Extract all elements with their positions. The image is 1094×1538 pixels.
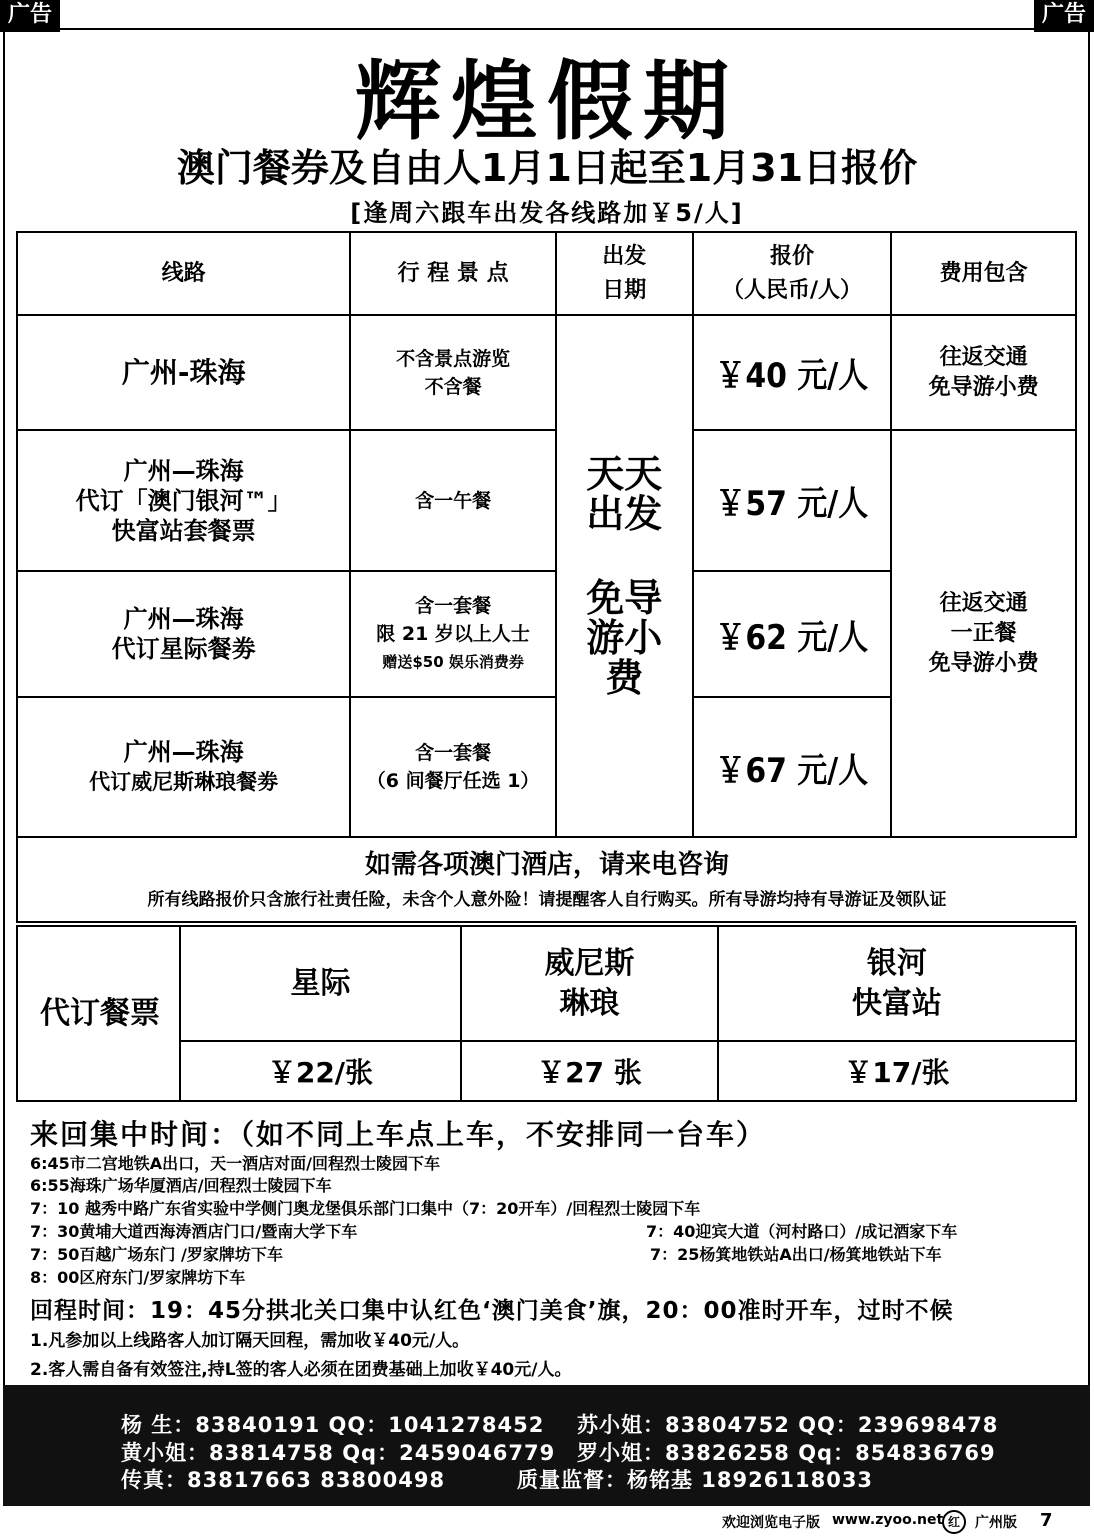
schedule-item: 6:55海珠广场华厦酒店/回程烈士陵园下车 xyxy=(30,1176,332,1195)
spots-line: 含一套餐 xyxy=(415,742,492,764)
date-line: 费 xyxy=(605,656,644,700)
header-price-line2: （人民币/人） xyxy=(721,277,863,303)
spots-line: 不含餐 xyxy=(424,375,482,398)
header-price-line1: 报价 xyxy=(770,243,815,269)
includes-line: 免导游小费 xyxy=(928,650,1039,676)
date-merged-cell xyxy=(556,315,693,837)
footer-welcome: 欢迎浏览电子版 xyxy=(722,1515,820,1531)
route-line: 代订威尼斯琳琅餐劵 xyxy=(89,770,279,794)
meal-price: ￥22/张 xyxy=(267,1056,374,1089)
meal-price-cell xyxy=(718,1041,1076,1101)
route-cell xyxy=(17,315,350,430)
includes-line: 往返交通 xyxy=(939,344,1028,370)
schedule-item: 6:45市二宫地铁A出口，天一酒店对面/回程烈士陵园下车 xyxy=(30,1154,441,1173)
table-notes-row xyxy=(17,837,1076,922)
price-cell xyxy=(693,571,892,697)
route-line: 广州—珠海 xyxy=(123,456,244,485)
meal-name-cell xyxy=(718,926,1076,1041)
footer-url[interactable]: www.zyoo.net xyxy=(832,1512,944,1528)
header-date-line1: 出发 xyxy=(602,243,647,269)
includes-cell xyxy=(891,430,1076,837)
header-route: 线路 xyxy=(17,232,350,315)
meal-name: 星际 xyxy=(290,965,351,1001)
table-row xyxy=(17,430,1076,571)
schedule-title: 来回集中时间：（如不同上车点上车，不安排同一台车） xyxy=(30,1118,767,1151)
insurance-note: 所有线路报价只含旅行社责任险，未含个人意外险！请提醒客人自行购买。所有导游均持有导游证及领队证 xyxy=(147,889,947,910)
spots-line: 不含景点游览 xyxy=(396,347,511,370)
price-value: ￥67 元/人 xyxy=(715,750,869,791)
meal-name-cell xyxy=(461,926,718,1041)
table-header-row xyxy=(17,232,1076,315)
meal-ticket-label: 代订餐票 xyxy=(17,926,180,1101)
meal-price-cell xyxy=(180,1041,461,1101)
route-cell xyxy=(17,430,350,571)
route-cell xyxy=(17,571,350,697)
price-table xyxy=(16,231,1077,923)
brand-logo-icon: 红 xyxy=(942,1510,966,1534)
route-line: 快富站套餐票 xyxy=(111,516,256,545)
date-line: 天天 xyxy=(586,452,663,496)
schedule-item: 8：00区府东门/罗家牌坊下车 xyxy=(30,1268,246,1287)
note-2: 2.客人需自备有效签注,持L签的客人必须在团费基础上加收￥40元/人。 xyxy=(30,1360,572,1380)
footer-edition: 广州版 xyxy=(975,1515,1017,1531)
contact-huang: 黄小姐：83814758 Qq：2459046779 xyxy=(121,1441,556,1465)
includes-line: 往返交通 xyxy=(939,590,1028,616)
route-line: 广州—珠海 xyxy=(123,605,244,633)
route-line: 代订「澳门银河™」 xyxy=(75,486,292,515)
page-title: 辉煌假期 xyxy=(355,52,739,152)
includes-line: 一正餐 xyxy=(950,620,1017,646)
spots-cell xyxy=(350,571,556,697)
route-line: 代订星际餐劵 xyxy=(111,635,256,663)
ad-tag-left: 广告 xyxy=(0,0,60,32)
meal-name: 威尼斯 xyxy=(544,945,635,981)
price-cell xyxy=(693,697,892,837)
header-spots: 行 程 景 点 xyxy=(350,232,556,315)
table-row xyxy=(17,315,1076,430)
spots-line: 赠送$50 娱乐消费券 xyxy=(382,653,524,671)
route-line: 广州—珠海 xyxy=(123,738,244,766)
includes-line: 免导游小费 xyxy=(928,374,1039,400)
ad-tag-right: 广告 xyxy=(1034,0,1094,32)
page-number: 7 xyxy=(1040,1510,1053,1531)
meal-name: 快富站 xyxy=(851,985,942,1021)
meal-name: 琳琅 xyxy=(559,985,620,1021)
price-value: ￥40 元/人 xyxy=(715,356,869,396)
note-1: 1.凡参加以上线路客人加订隔天回程，需加收￥40元/人。 xyxy=(30,1331,470,1351)
date-line: 免导 xyxy=(586,576,663,620)
contact-fax: 传真：83817663 83800498 xyxy=(121,1468,446,1492)
header-date xyxy=(556,232,693,315)
schedule-item: 7：40迎宾大道（河村路口）/成记酒家下车 xyxy=(646,1222,958,1241)
spots-line: 限 21 岁以上人士 xyxy=(376,623,530,645)
date-line: 出发 xyxy=(586,492,663,536)
hotel-note: 如需各项澳门酒店，请来电咨询 xyxy=(364,849,729,880)
header-date-line2: 日期 xyxy=(602,277,647,303)
price-value: ￥57 元/人 xyxy=(715,484,869,524)
contact-quality: 质量监督：杨铭基 18926118033 xyxy=(517,1468,874,1492)
price-cell xyxy=(693,315,892,430)
price-cell xyxy=(693,430,892,571)
contact-block xyxy=(3,1385,1090,1506)
spots-cell xyxy=(350,430,556,571)
header-includes: 费用包含 xyxy=(891,232,1076,315)
includes-cell xyxy=(891,315,1076,430)
surcharge-note: [逢周六跟车出发各线路加￥5/人] xyxy=(350,199,744,227)
spots-line: 含一套餐 xyxy=(415,595,492,617)
schedule-item: 7：30黄埔大道西海涛酒店门口/暨南大学下车 xyxy=(30,1222,358,1241)
contact-yang: 杨 生：83840191 QQ：1041278452 xyxy=(121,1413,545,1437)
price-value: ￥62 元/人 xyxy=(715,617,869,658)
schedule-item: 7：50百越广场东门 /罗家牌坊下车 xyxy=(30,1245,283,1264)
schedule-item: 7：25杨箕地铁站A出口/杨箕地铁站下车 xyxy=(650,1245,942,1264)
route-cell xyxy=(17,697,350,837)
meal-name-row xyxy=(17,926,1076,1041)
contact-luo: 罗小姐：83826258 Qq：854836769 xyxy=(577,1441,996,1465)
contact-su: 苏小姐：83804752 QQ：239698478 xyxy=(577,1413,999,1437)
spots-line: （6 间餐厅任选 1） xyxy=(366,770,540,792)
schedule-item: 7：10 越秀中路广东省实验中学侧门奥龙堡俱乐部门口集中（7：20开车）/回程烈士陵园下车 xyxy=(30,1199,701,1218)
route-line: 广州-珠海 xyxy=(121,355,246,389)
meal-ticket-table xyxy=(16,925,1077,1102)
meal-price: ￥17/张 xyxy=(844,1056,950,1089)
spots-cell xyxy=(350,697,556,837)
meal-name-cell xyxy=(180,926,461,1041)
header-price xyxy=(693,232,892,315)
meal-price-cell xyxy=(461,1041,718,1101)
return-time: 回程时间：19：45分拱北关口集中认红色‘澳门美食’旗，20：00准时开车，过时不候 xyxy=(30,1298,954,1324)
notes-cell xyxy=(17,837,1076,922)
spots-cell xyxy=(350,315,556,430)
meal-price: ￥27 张 xyxy=(537,1056,642,1089)
meal-name: 银河 xyxy=(866,945,927,981)
spots-line: 含一午餐 xyxy=(415,489,492,512)
page-subtitle: 澳门餐券及自由人1月1日起至1月31日报价 xyxy=(176,146,918,190)
date-line: 游小 xyxy=(586,616,663,660)
